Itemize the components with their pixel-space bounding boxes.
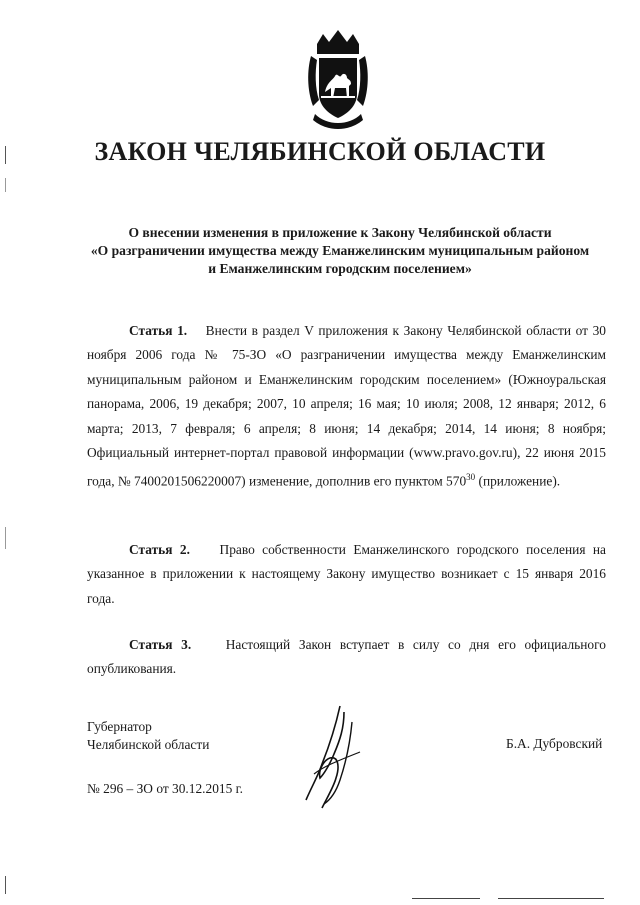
article-label: Статья 1. bbox=[129, 323, 188, 338]
scan-bottom-line bbox=[412, 898, 480, 899]
signatory-position-line-2: Челябинской области bbox=[87, 737, 210, 752]
scan-margin-mark bbox=[5, 876, 6, 894]
article-2 bbox=[87, 538, 606, 611]
article-text: Внести в раздел V приложения к Закону Челябинской области от 30 ноября 2006 года № 75-ЗО «О разграничении имущества между Еманжелинским муниципальным районом и Еманжелинским городским поселением» (Южноуральская панорама, 2006, 19 декабря; 2007, 10 апреля; 16 мая; 10 июля; 2008, 12 января; 2012, 6 марта; 2013, 7 февраля; 6 апреля; 8 июня; 14 декабря; 2014, 14 июня; 8 ноября; Официальный интернет-портал правовой информации (www.pravo.gov.ru), 22 июня 2015 года, № 7400201506220007) изменение, дополнив его пунктом 570 bbox=[87, 323, 606, 489]
article-text: Настоящий Закон вступает в силу со дня его официального опубликования. bbox=[87, 637, 606, 677]
subtitle-line-2: «О разграничении имущества между Еманжелинским муниципальным районом bbox=[90, 243, 590, 258]
scan-margin-mark bbox=[5, 178, 6, 192]
scan-bottom-line bbox=[498, 898, 604, 899]
article-text-tail: (приложение). bbox=[475, 473, 561, 489]
article-superscript: 30 bbox=[466, 472, 476, 483]
article-3 bbox=[87, 633, 606, 682]
signatory-name: Б.А. Дубровский bbox=[506, 736, 603, 751]
document-title: ЗАКОН ЧЕЛЯБИНСКОЙ ОБЛАСТИ bbox=[94, 137, 546, 166]
coat-of-arms-emblem bbox=[305, 30, 371, 132]
handwritten-signature bbox=[300, 704, 370, 812]
law-number: № 296 – ЗО от 30.12.2015 г. bbox=[87, 781, 243, 796]
article-label: Статья 3. bbox=[129, 637, 192, 652]
scan-margin-mark bbox=[5, 146, 6, 164]
signatory-position-line-1: Губернатор bbox=[87, 719, 152, 734]
scan-margin-mark bbox=[5, 527, 6, 549]
article-label: Статья 2. bbox=[129, 542, 190, 557]
subtitle-line-1: О внесении изменения в приложение к Закону Челябинской области bbox=[128, 225, 552, 240]
subtitle-line-3: и Еманжелинским городским поселением» bbox=[208, 261, 472, 276]
signatory-position bbox=[87, 718, 209, 754]
article-1 bbox=[87, 319, 606, 494]
document-subtitle bbox=[80, 224, 600, 278]
article-text: Право собственности Еманжелинского городского поселения на указанное в приложении к настоящему Закону имущество возникает с 15 января 2016 года. bbox=[87, 542, 606, 606]
